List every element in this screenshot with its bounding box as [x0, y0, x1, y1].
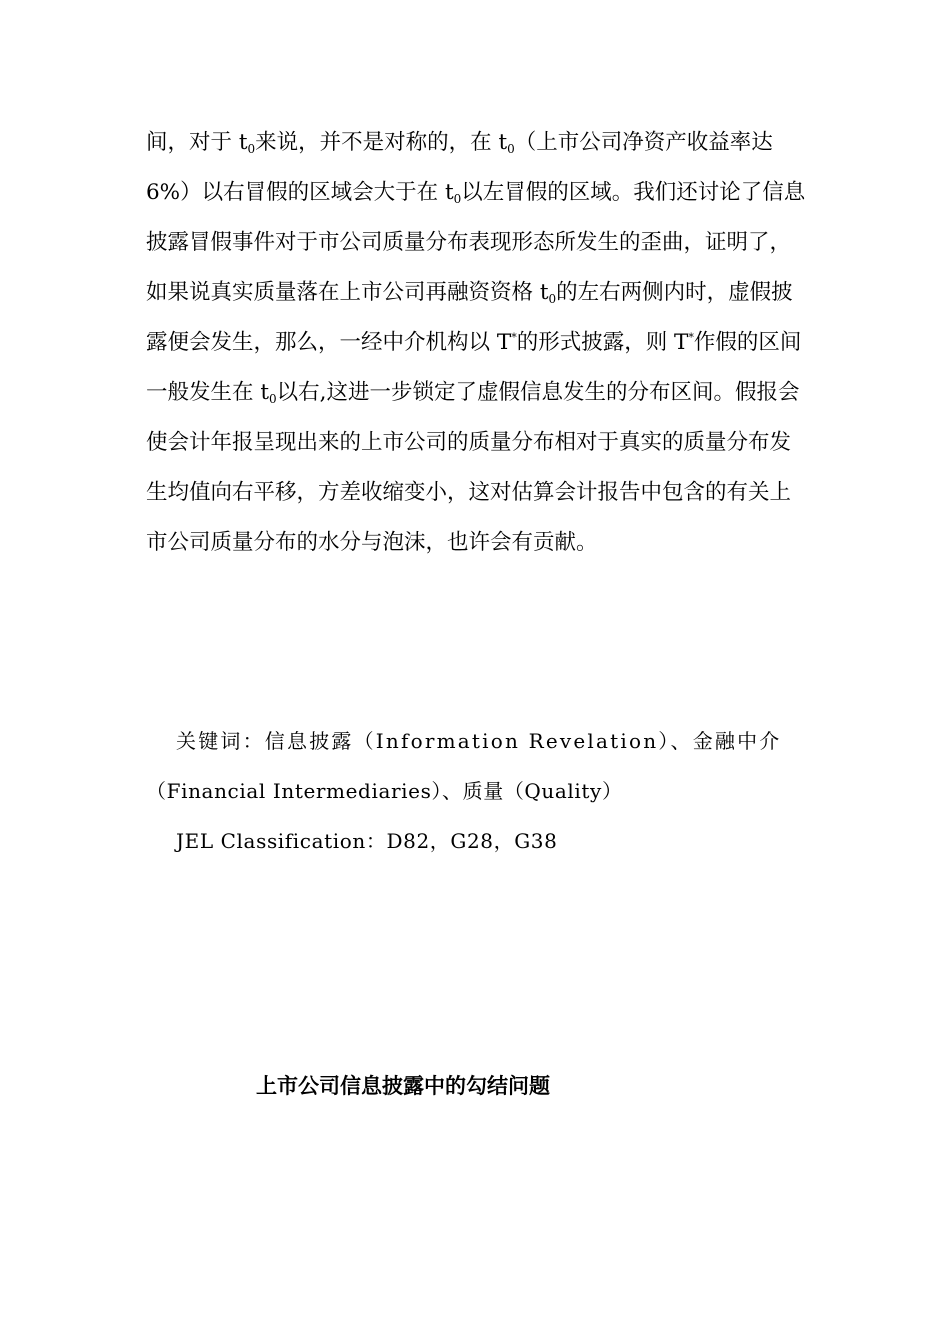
paragraph-line: 如果说真实质量落在上市公司再融资资格 t0的左右两侧内时，虚假披	[146, 280, 793, 306]
subscript: 0	[453, 192, 462, 206]
section-title: 上市公司信息披露中的勾结问题	[256, 1074, 550, 1098]
subscript: 0	[507, 142, 515, 156]
keywords-line: 关键词：信息披露（Information Revelation）、金融中介	[176, 729, 782, 753]
abstract-paragraph	[146, 118, 836, 568]
jel-classification: JEL Classification：D82，G28，G38	[176, 829, 558, 853]
paragraph-line: 6%）以右冒假的区域会大于在 t0以左冒假的区域。我们还讨论了信息	[146, 180, 806, 206]
paragraph-line: 披露冒假事件对于市公司质量分布表现形态所发生的歪曲，证明了，	[146, 230, 792, 255]
paragraph-line: 使会计年报呈现出来的上市公司的质量分布相对于真实的质量分布发	[146, 430, 792, 455]
paragraph-line: 生均值向右平移，方差收缩变小，这对估算会计报告中包含的有关上	[146, 480, 792, 505]
keywords-line: （Financial Intermediaries）、质量（Quality）	[146, 779, 623, 803]
paragraph-line: 间，对于 t0来说，并不是对称的，在 t0（上市公司净资产收益率达	[146, 130, 773, 156]
paragraph-line: 露便会发生，那么，一经中介机构以 T*的形式披露，则 T*作假的区间	[146, 330, 802, 355]
superscript: *	[511, 331, 517, 344]
superscript: *	[688, 331, 694, 344]
keywords-block	[146, 716, 836, 866]
paragraph-line: 一般发生在 t0以右,这进一步锁定了虚假信息发生的分布区间。假报会	[146, 380, 800, 406]
paragraph-line: 市公司质量分布的水分与泡沫，也许会有贡献。	[146, 530, 598, 555]
subscript: 0	[268, 392, 277, 406]
subscript: 0	[548, 292, 557, 306]
subscript: 0	[247, 142, 256, 156]
